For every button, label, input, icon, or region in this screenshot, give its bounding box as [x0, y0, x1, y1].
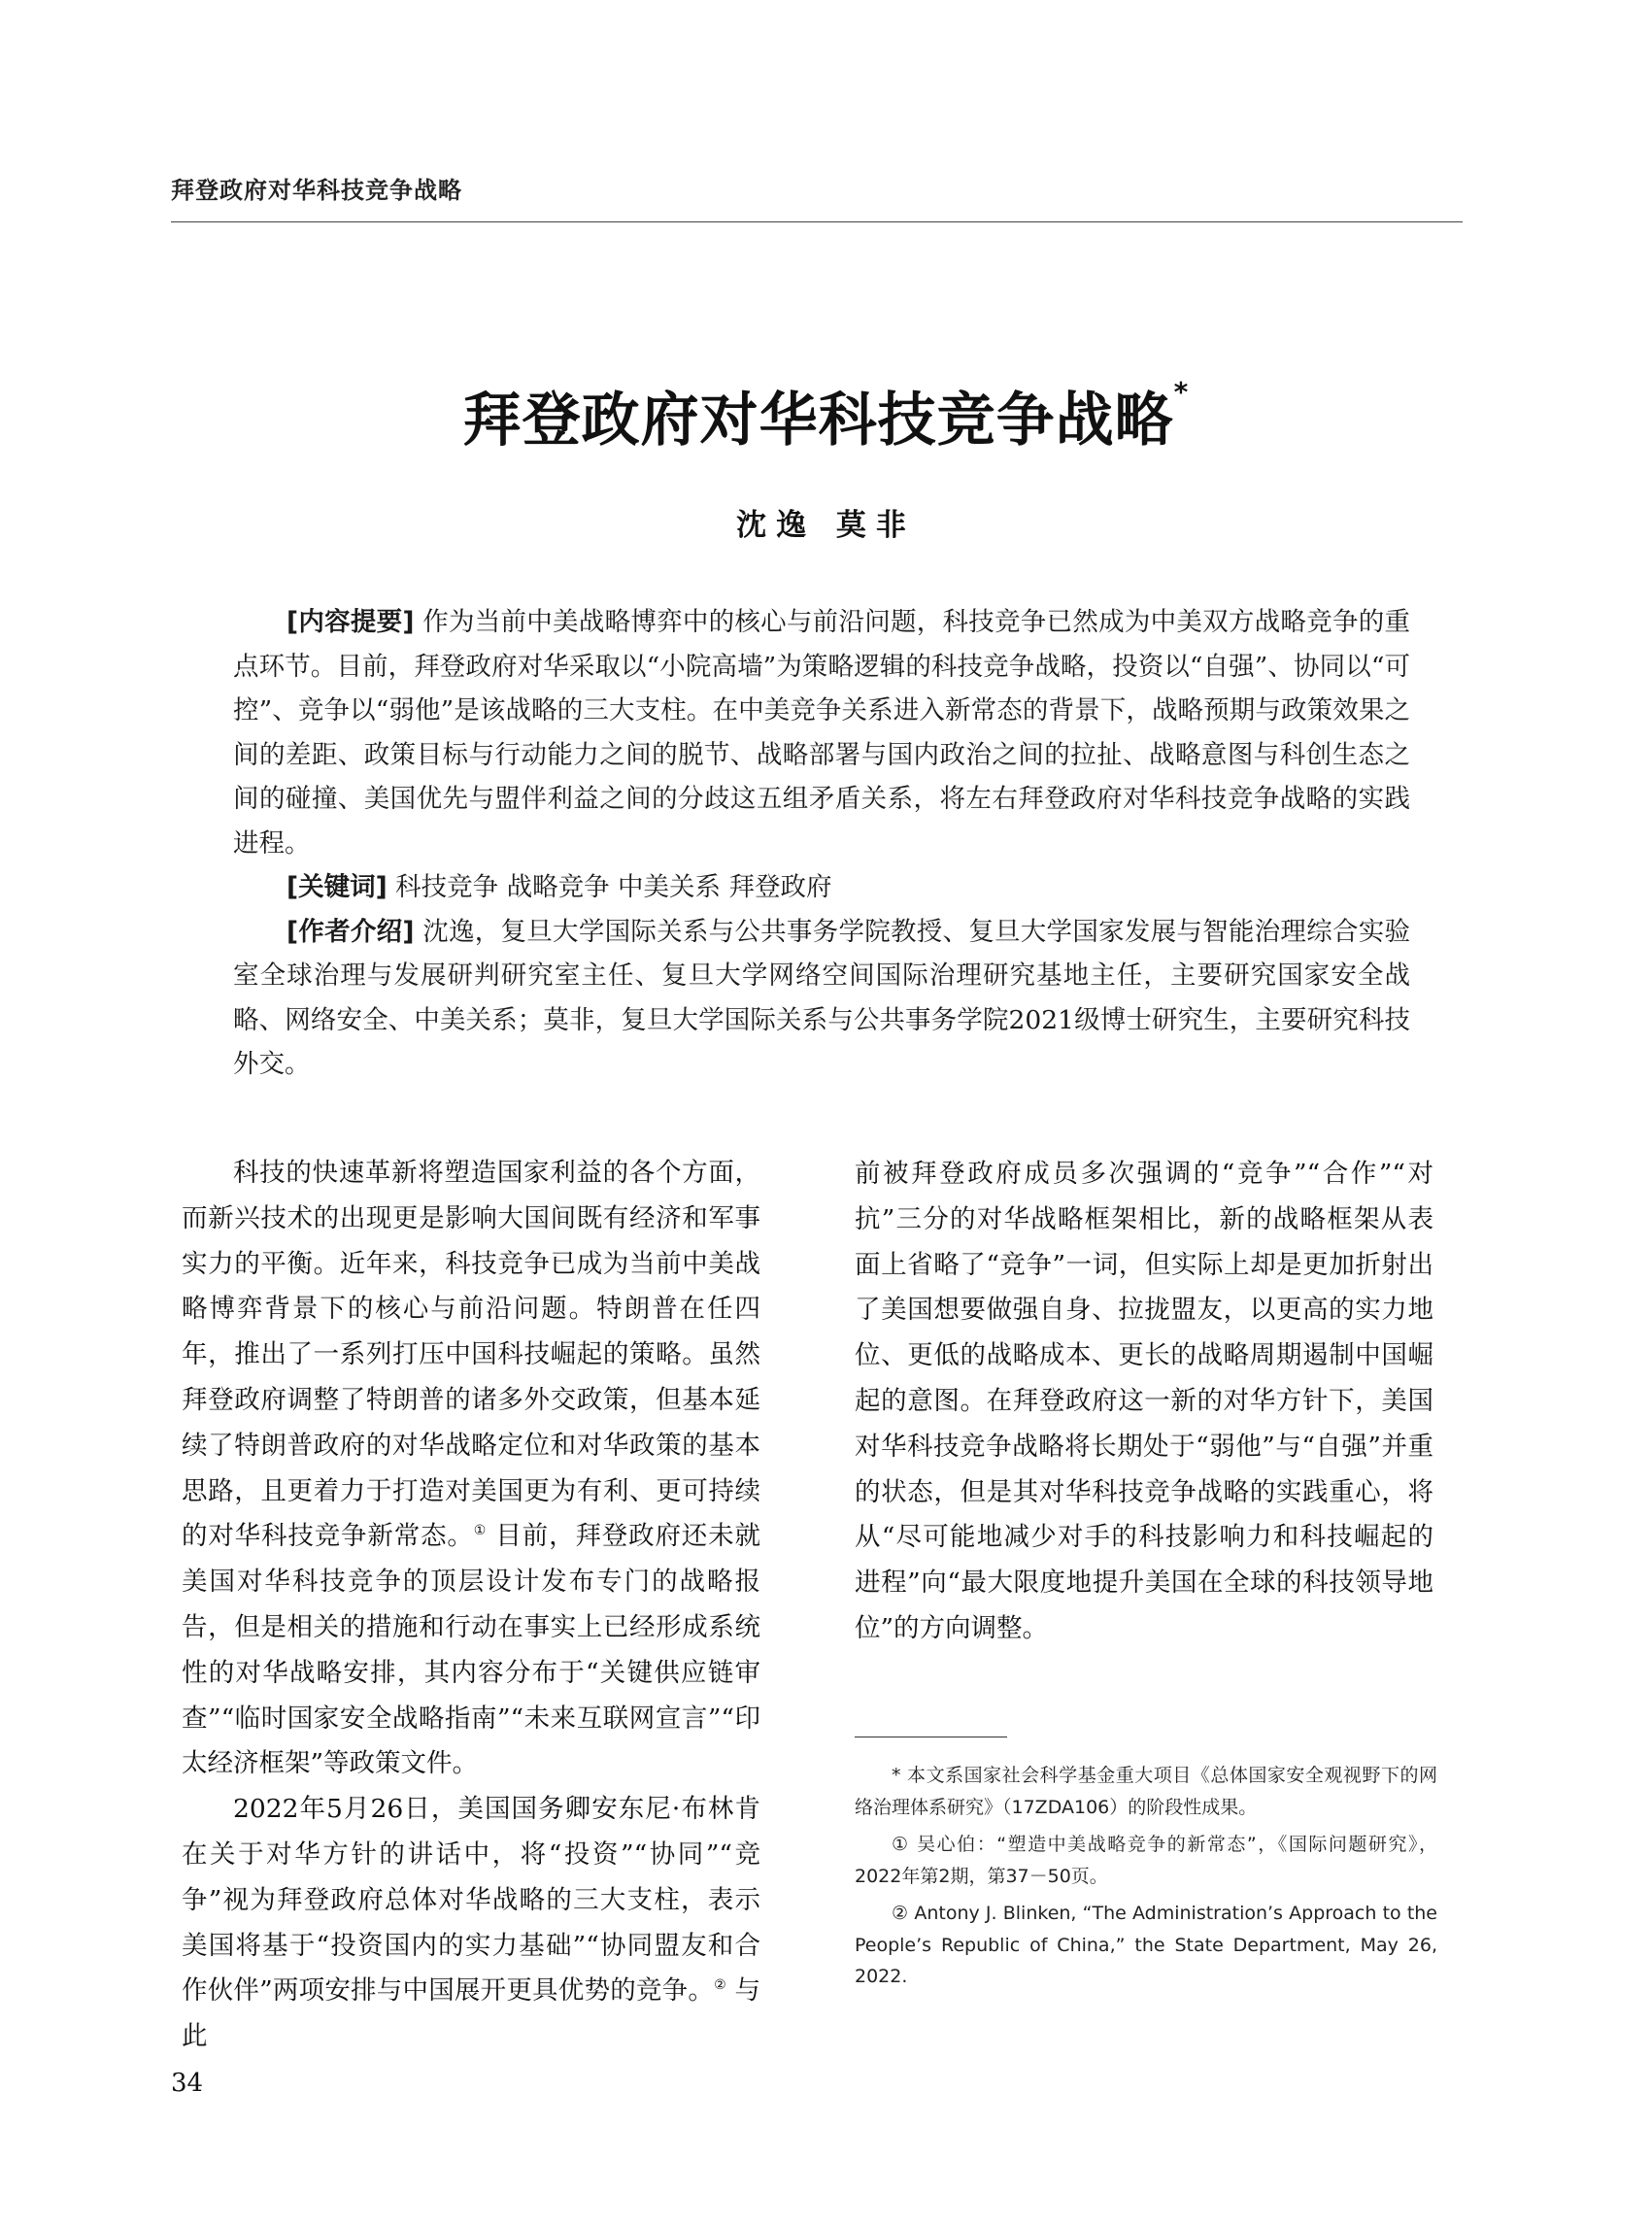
authors: 沈逸 莫非: [736, 508, 916, 543]
paragraph-text: 目前，拜登政府还未就美国对华科技竞争的顶层设计发布专门的战略报告，但是相关的措施和行动在事实上已经形成系统性的对华战略安排，其内容分布于“关键供应链审查”“临时国家安全战略指南”“未来互联网宣言”“印太经济框架”等政策文件。: [182, 1521, 760, 1779]
footnote-ref[interactable]: ①: [473, 1523, 488, 1539]
body-paragraph: [182, 1787, 760, 2060]
footnote-star: * 本文系国家社会科学基金重大项目《总体国家安全观视野下的网络治理体系研究》（17ZDA106）的阶段性成果。: [855, 1765, 1437, 1818]
article-title: [0, 374, 1652, 457]
body-column-right: [855, 1152, 1433, 1652]
author-intro-text: 沈逸，复旦大学国际关系与公共事务学院教授、复旦大学国家发展与智能治理综合实验室全球治理与发展研判研究室主任、复旦大学网络空间国际治理研究基地主任，主要研究国家安全战略、网络安全、中美关系；莫非，复旦大学国际关系与公共事务学院2021级博士研究生，主要研究科技外交。: [233, 916, 1410, 1079]
abstract-keywords: [233, 865, 1410, 910]
summary-text: 作为当前中美战略博弈中的核心与前沿问题，科技竞争已然成为中美双方战略竞争的重点环节。目前，拜登政府对华采取以“小院高墙”为策略逻辑的科技竞争战略，投资以“自强”、协同以“可控”、竞争以“弱他”是该战略的三大支柱。在中美竞争关系进入新常态的背景下，战略预期与政策效果之间的差距、政策目标与行动能力之间的脱节、战略部署与国内政治之间的拉扯、战略意图与科创生态之间的碰撞、美国优先与盟伴利益之间的分歧这五组矛盾关系，将左右拜登政府对华科技竞争战略的实践进程。: [233, 607, 1410, 859]
paragraph-text: 与此: [182, 1975, 760, 2052]
footnotes: [855, 1760, 1437, 1999]
summary-label: [内容提要]: [287, 607, 415, 637]
abstract-block: [233, 600, 1410, 1087]
abstract-summary: [233, 600, 1410, 865]
body-paragraph: [182, 1151, 760, 1787]
footnote-ref[interactable]: ②: [714, 1977, 726, 1994]
article-title-text: 拜登政府对华科技竞争战略: [462, 387, 1174, 455]
footnote-2: ② Antony J. Blinken, “The Administration’s Approach to the People’s Republic of China,” the State Department, May 26, 2022.: [855, 1903, 1437, 1987]
keywords-label: [关键词]: [287, 872, 388, 902]
author-intro-label: [作者介绍]: [287, 916, 415, 947]
title-footnote-mark: *: [1173, 376, 1190, 408]
body-column-left: [182, 1151, 760, 2060]
running-header: 拜登政府对华科技竞争战略: [171, 177, 462, 204]
body-paragraph: 前被拜登政府成员多次强调的“竞争”“合作”“对抗”三分的对华战略框架相比，新的战略框架从表面上省略了“竞争”一词，但实际上却是更加折射出了美国想要做强自身、拉拢盟友，以更高的实力地位、更低的战略成本、更长的战略周期遏制中国崛起的意图。在拜登政府这一新的对华方针下，美国对华科技竞争战略将长期处于“弱他”与“自强”并重的状态，但是其对华科技竞争战略的实践重心，将从“尽可能地减少对手的科技影响力和科技崛起的进程”向“最大限度地提升美国在全球的科技领导地位”的方向调整。: [855, 1159, 1433, 1643]
abstract-author-intro: [233, 910, 1410, 1087]
header-rule: [171, 221, 1463, 222]
keywords-text: 科技竞争 战略竞争 中美关系 拜登政府: [395, 872, 832, 902]
paragraph-text: 科技的快速革新将塑造国家利益的各个方面，而新兴技术的出现更是影响大国间既有经济和军事实力的平衡。近年来，科技竞争已成为当前中美战略博弈背景下的核心与前沿问题。特朗普在任四年，推出了一系列打压中国科技崛起的策略。虽然拜登政府调整了特朗普的诸多外交政策，但基本延续了特朗普政府的对华战略定位和对华政策的基本思路，且更着力于打造对美国更为有利、更可持续的对华科技竞争新常态。: [182, 1158, 760, 1552]
footnote-1: ① 吴心伯：“塑造中美战略竞争的新常态”，《国际问题研究》，2022年第2期，第37－50页。: [855, 1834, 1437, 1887]
paragraph-text: 2022年5月26日，美国国务卿安东尼·布林肯在关于对华方针的讲话中，将“投资”“协同”“竞争”视为拜登政府总体对华战略的三大支柱，表示美国将基于“投资国内的实力基础”“协同盟友和合作伙伴”两项安排与中国展开更具优势的竞争。: [182, 1794, 760, 2007]
page-number: 34: [171, 2069, 204, 2098]
